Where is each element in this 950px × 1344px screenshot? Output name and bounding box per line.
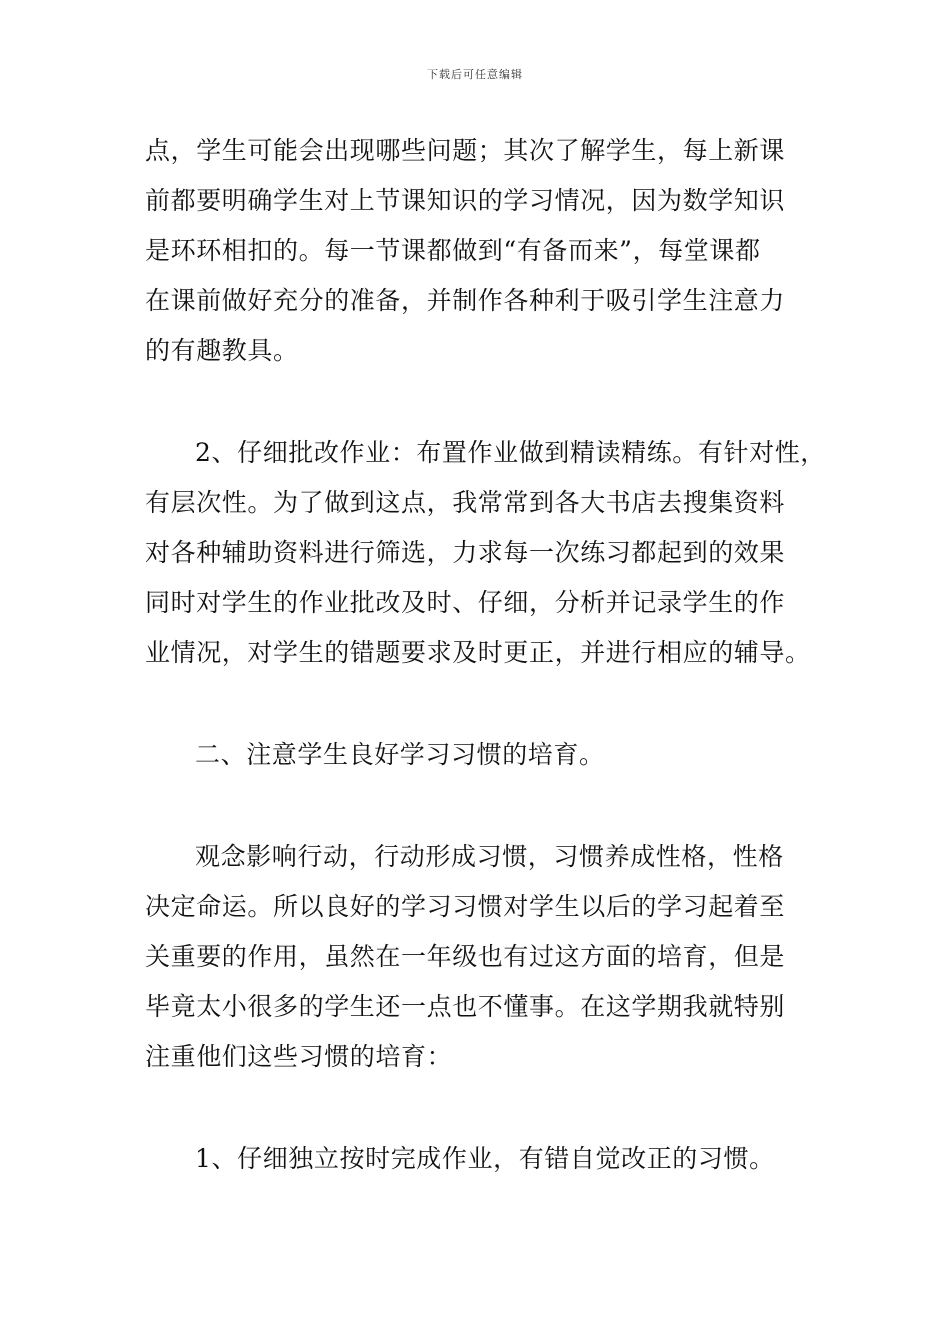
header-note: 下载后可任意编辑 [427, 68, 523, 81]
paragraph-gap [145, 678, 825, 730]
paragraph-preparation [145, 126, 825, 376]
text-line: 业情况，对学生的错题要求及时更正，并进行相应的辅导。 [145, 638, 811, 667]
text-line: 关重要的作用，虽然在一年级也有过这方面的培育，但是 [145, 942, 786, 971]
text-line: 决定命运。所以良好的学习习惯对学生以后的学习起着至 [145, 892, 786, 921]
text-line: 有层次性。为了做到这点，我常常到各大书店去搜集资料 [145, 488, 786, 517]
text-line: 观念影响行动，行动形成习惯，习惯养成性格，性格 [195, 842, 784, 871]
list-item [145, 1134, 825, 1184]
document-body [145, 126, 825, 1184]
text-line: 点，学生可能会出现哪些问题；其次了解学生，每上新课 [145, 136, 786, 165]
text-line: 是环环相扣的。每一节课都做到“有备而来”，每堂课都 [145, 236, 761, 265]
text-line: 在课前做好充分的准备，并制作各种利于吸引学生注意力 [145, 286, 786, 315]
paragraph-homework [145, 428, 825, 678]
text-line: 2、仔细批改作业：布置作业做到精读精练。有针对性， [195, 438, 826, 467]
text-line: 前都要明确学生对上节课知识的学习情况，因为数学知识 [145, 186, 786, 215]
text-line: 的有趣教具。 [145, 336, 299, 365]
paragraph-gap [145, 780, 825, 832]
text-line: 毕竟太小很多的学生还一点也不懂事。在这学期我就特别 [145, 992, 786, 1021]
paragraph-gap [145, 376, 825, 428]
text-line: 注重他们这些习惯的培育： [145, 1042, 453, 1071]
section-heading [145, 730, 825, 780]
text-line: 对各种辅助资料进行筛选，力求每一次练习都起到的效果 [145, 538, 786, 567]
paragraph-gap [145, 1082, 825, 1134]
paragraph-habits [145, 832, 825, 1082]
section-heading-text: 二、注意学生良好学习习惯的培育。 [195, 740, 605, 769]
list-item-text: 1、仔细独立按时完成作业，有错自觉改正的习惯。 [195, 1144, 775, 1173]
text-line: 同时对学生的作业批改及时、仔细，分析并记录学生的作 [145, 588, 786, 617]
